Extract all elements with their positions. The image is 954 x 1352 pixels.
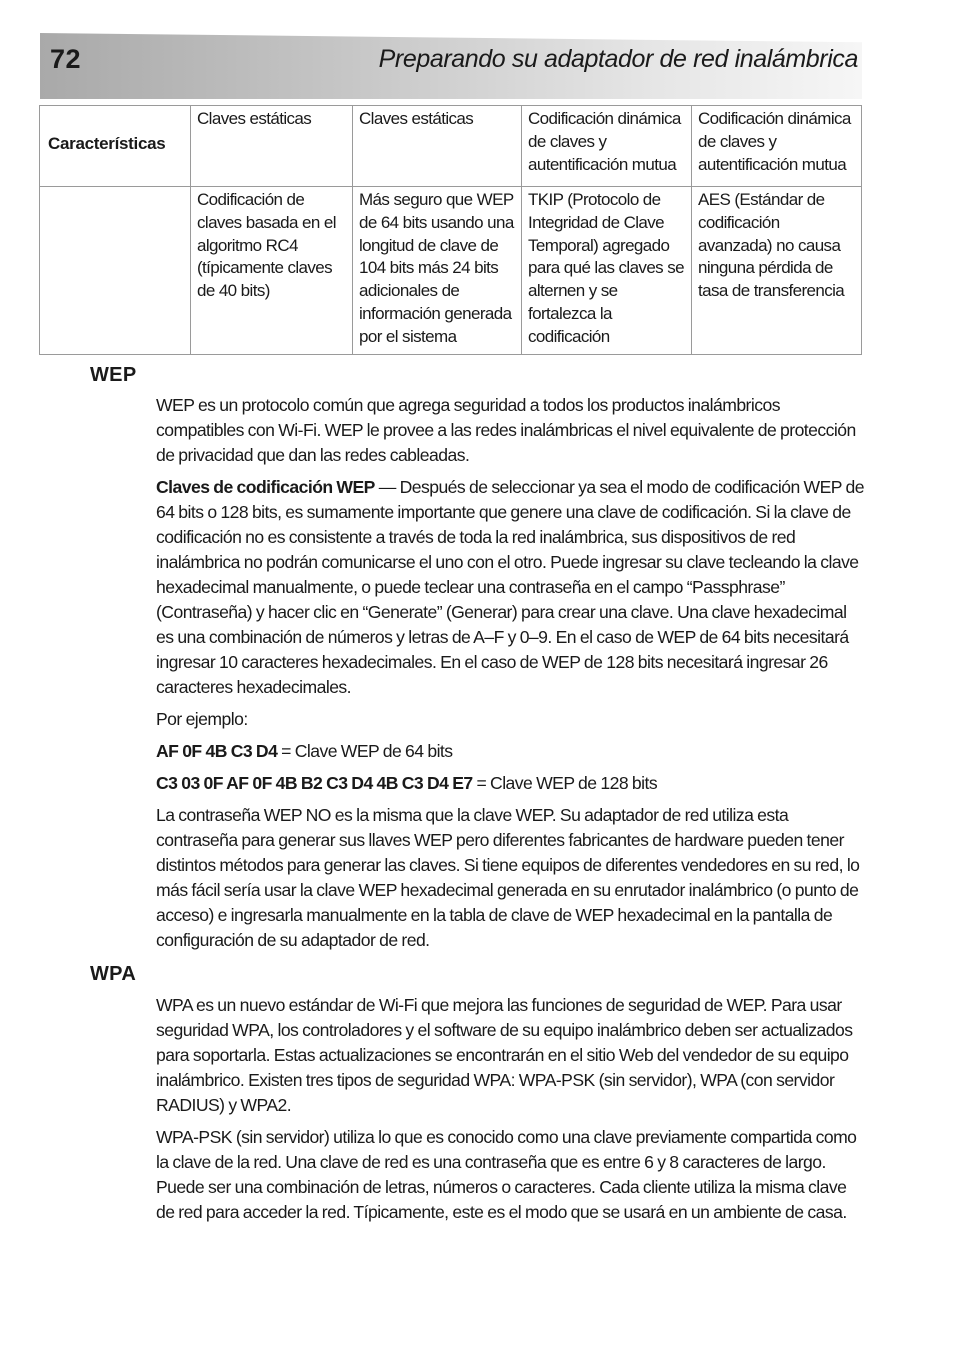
example-64bit-desc: = Clave WEP de 64 bits [277, 741, 453, 761]
example-64bit-key: AF 0F 4B C3 D4 [156, 741, 278, 761]
row-header-caracteristicas: Características [40, 106, 191, 187]
wep-keys-lead: Claves de codificación WEP [156, 477, 375, 497]
running-title: Preparando su adaptador de red inalámbrica [378, 45, 858, 73]
section-heading-wep: WEP [90, 364, 137, 386]
security-features-table [39, 105, 862, 355]
example-intro: Por ejemplo: [156, 709, 248, 729]
wpa-psk-paragraph: WPA-PSK (sin servidor) utiliza lo que es conocido como una clave previamente compartida como la clave de la red. Una clave de red es una contraseña que es entre 6 y 8 caracteres de largo. Puede ser una combinación de letras, números o caracteres. Cada cliente utiliza la misma clave de red para acceder la red. Típicamente, este es el modo que se usará en un ambiente de casa. [156, 1127, 857, 1222]
table-cell: Codificación dinámica de claves y autentificación mutua [522, 106, 692, 187]
table-cell: Claves estáticas [191, 106, 353, 187]
page-number: 72 [50, 44, 82, 74]
table-row [40, 106, 862, 187]
wep-section-body [156, 393, 864, 960]
wep-intro-paragraph: WEP es un protocolo común que agrega seguridad a todos los productos inalámbricos compatibles con Wi-Fi. WEP le provee a las redes inalámbricas el nivel equivalente de protección de privacidad que dan las redes cableadas. [156, 395, 856, 465]
wep-keys-text: — Después de seleccionar ya sea el modo de codificación WEP de 64 bits o 128 bits, es sumamente importante que genere una clave de codificación. Si la clave de codificación no es consistente a través de toda la red inalámbrica, sus dispositivos de red inalámbrica no podrán comunicarse el uno con el otro. Puede ingresar su clave tecleando la clave hexadecimal manualmente, o puede teclear una contraseña en el campo “Passphrase” (Contraseña) y hacer clic en “Generate” (Generar) para crear una clave. Una clave hexadecimal es una combinación de números y letras de A–F y 0–9. En el caso de WEP de 64 bits necesitará ingresar 10 caracteres hexadecimales. En el caso de WEP de 128 bits necesitará ingresar 26 caracteres hexadecimales. [156, 477, 864, 697]
table-cell: TKIP (Protocolo de Integridad de Clave Temporal) agregado para qué las claves se alternen y se fortalezca la codificación [522, 187, 692, 355]
example-128bit [156, 771, 864, 796]
wep-passphrase-paragraph: La contraseña WEP NO es la misma que la clave WEP. Su adaptador de red utiliza esta contraseña para generar sus llaves WEP pero diferentes fabricantes de hardware pueden tener distintos métodos para generar las claves. Si tiene equipos de diferentes vendedores en su red, lo más fácil sería usar la clave WEP hexadecimal generada en su enrutador inalámbrico (o punto de acceso) e ingresarla manualmente en la tabla de clave de WEP hexadecimal en la pantalla de configuración de su adaptador de red. [156, 805, 860, 950]
example-64bit [156, 739, 864, 764]
table-cell-empty [40, 187, 191, 355]
wpa-section-body [156, 993, 864, 1232]
wpa-intro-paragraph: WPA es un nuevo estándar de Wi-Fi que mejora las funciones de seguridad de WEP. Para usar seguridad WPA, los controladores y el software de su equipo inalámbrico deben ser actualizados para soportarla. Estas actualizaciones se encontrarán en el sitio Web del vendedor de su equipo inalámbrico. Existen tres tipos de seguridad WPA: WPA-PSK (sin servidor), WPA (con servidor RADIUS) y WPA2. [156, 995, 853, 1115]
section-heading-wpa: WPA [90, 963, 137, 985]
table-cell: Claves estáticas [353, 106, 522, 187]
table-cell: Codificación dinámica de claves y autentificación mutua [692, 106, 862, 187]
table-cell: Más seguro que WEP de 64 bits usando una longitud de clave de 104 bits más 24 bits adicionales de información generada por el sistema [353, 187, 522, 355]
table-cell: Codificación de claves basada en el algoritmo RC4 (típicamente claves de 40 bits) [191, 187, 353, 355]
wep-keys-paragraph [156, 475, 864, 700]
table-cell: AES (Estándar de codificación avanzada) no causa ninguna pérdida de tasa de transferencia [692, 187, 862, 355]
example-128bit-key: C3 03 0F AF 0F 4B B2 C3 D4 4B C3 D4 E7 [156, 773, 473, 793]
example-128bit-desc: = Clave WEP de 128 bits [472, 773, 658, 793]
table-row [40, 187, 862, 355]
